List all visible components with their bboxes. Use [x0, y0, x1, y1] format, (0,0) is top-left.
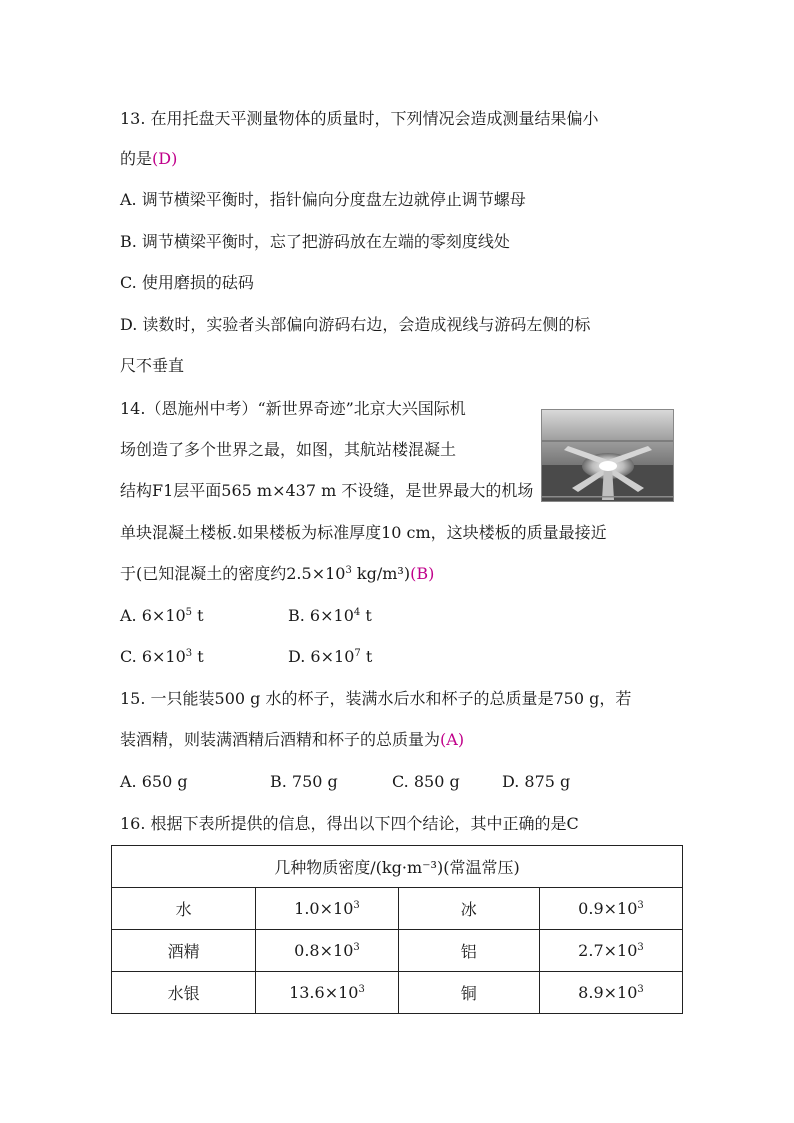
density-exp: 3: [637, 942, 644, 953]
density-value-text: 0.8×10: [294, 941, 354, 960]
airport-aerial-image: [542, 410, 674, 502]
q16-stem: 16. 根据下表所提供的信息，得出以下四个结论，其中正确的是C: [120, 814, 579, 833]
q14-option-a: [120, 605, 288, 627]
q14-option-d-unit: t: [360, 647, 373, 666]
density-value-text: 0.9×10: [578, 899, 638, 918]
q14-stem-line5-post: kg/m³): [351, 564, 411, 583]
q13-option-c: C. 使用磨损的砝码: [120, 273, 254, 292]
density-exp: 3: [358, 984, 365, 995]
q14-stem-line5-pre: 于(已知混凝土的密度约2.5×10: [120, 564, 346, 583]
q15-option-c: C. 850 g: [392, 772, 460, 791]
table-title-row: [112, 846, 683, 888]
q14-stem-line5: [120, 563, 434, 585]
q14-option-b-unit: t: [360, 606, 372, 625]
q15-stem-line2-text: 装酒精，则装满酒精后酒精和杯子的总质量为: [120, 730, 441, 749]
density-exp: 3: [353, 942, 360, 953]
q14-option-d: [288, 647, 372, 666]
table-row: [112, 972, 683, 1014]
substance-name: 水银: [112, 972, 256, 1014]
q14-stem-line3: 结构F1层平面565 m×437 m 不设缝，是世界最大的机场: [120, 481, 534, 500]
q14-option-b: [288, 606, 372, 625]
q15-stem-line2: [120, 729, 464, 751]
q14-option-c-exp: 3: [185, 648, 193, 659]
density-exp: 3: [637, 984, 644, 995]
q15-options: [120, 771, 570, 793]
density-value: [539, 888, 682, 930]
density-value-text: 1.0×10: [294, 899, 354, 918]
density-table: [111, 845, 683, 1014]
density-value: [539, 930, 682, 972]
q14-option-a-text: A. 6×10: [120, 606, 186, 625]
q14-stem-line1: 14.（恩施州中考）“新世界奇迹”北京大兴国际机: [120, 399, 466, 418]
q14-exponent: 3: [345, 565, 352, 576]
q15-stem-line1: 15. 一只能装500 g 水的杯子，装满水后水和杯子的总质量是750 g，若: [120, 689, 632, 708]
table-row: [112, 930, 683, 972]
density-value: [256, 972, 398, 1014]
q14-option-b-exp: 4: [353, 607, 361, 618]
q13-stem-line2-text: 的是: [120, 149, 153, 168]
substance-name: 水: [112, 888, 256, 930]
q13-option-d-line2: 尺不垂直: [120, 356, 185, 375]
q14-option-d-exp: 7: [354, 648, 361, 659]
density-exp: 3: [637, 900, 644, 911]
q14-option-a-exp: 5: [185, 607, 193, 618]
q14-options-row2: [120, 646, 372, 668]
density-value-text: 2.7×10: [578, 941, 638, 960]
q15-option-a: A. 650 g: [120, 772, 188, 791]
airport-photo: [541, 409, 674, 502]
q14-option-c-text: C. 6×10: [120, 647, 186, 666]
q14-stem-line4: 单块混凝土楼板.如果楼板为标准厚度10 cm，这块楼板的质量最接近: [120, 523, 607, 542]
q13-stem-line2: [120, 148, 177, 170]
density-value: [256, 930, 398, 972]
density-exp: 3: [353, 900, 360, 911]
q14-answer: (B): [410, 564, 435, 583]
substance-name: 铜: [398, 972, 539, 1014]
density-value: [256, 888, 398, 930]
q14-option-c-unit: t: [192, 647, 204, 666]
table-row: [112, 888, 683, 930]
density-value-text: 8.9×10: [578, 983, 638, 1002]
density-value: [539, 972, 682, 1014]
q13-answer: (D): [152, 149, 178, 168]
q15-option-b: B. 750 g: [270, 772, 338, 791]
substance-name: 冰: [398, 888, 539, 930]
q14-option-b-text: B. 6×10: [288, 606, 354, 625]
q14-options-row1: [120, 605, 372, 627]
q13-option-d-line1: D. 读数时，实验者头部偏向游码右边，会造成视线与游码左侧的标: [120, 315, 591, 334]
substance-name: 酒精: [112, 930, 256, 972]
q13-stem-line1: 13. 在用托盘天平测量物体的质量时，下列情况会造成测量结果偏小: [120, 109, 599, 128]
q14-option-d-text: D. 6×10: [288, 647, 355, 666]
q13-option-a: A. 调节横梁平衡时，指针偏向分度盘左边就停止调节螺母: [120, 190, 526, 209]
q14-option-a-unit: t: [192, 606, 204, 625]
q14-option-c: [120, 646, 288, 668]
q15-answer: (A): [440, 730, 465, 749]
q15-option-d: D. 875 g: [502, 772, 571, 791]
q14-stem-line2: 场创造了多个世界之最，如图，其航站楼混凝土: [120, 440, 457, 459]
table-title: 几种物质密度/(kg·m⁻³)(常温常压): [112, 846, 683, 888]
q13-option-b: B. 调节横梁平衡时，忘了把游码放在左端的零刻度线处: [120, 232, 510, 251]
density-value-text: 13.6×10: [289, 983, 359, 1002]
substance-name: 铝: [398, 930, 539, 972]
